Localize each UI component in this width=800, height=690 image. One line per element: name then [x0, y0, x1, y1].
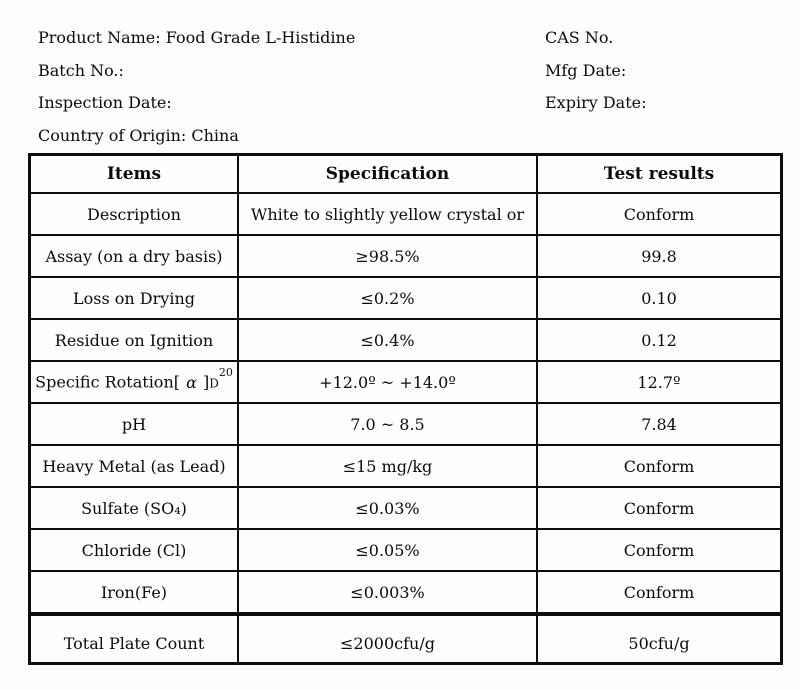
item-cell: pH [121, 414, 147, 434]
spec-cell: 7.0 ~ 8.5 [237, 404, 536, 444]
table-row-residue-on-ignition [31, 318, 780, 360]
result-cell: Conform [536, 530, 780, 570]
item-cell: Residue on Ignition [54, 330, 214, 350]
result-cell: Conform [536, 488, 780, 528]
d-subscript: D [209, 376, 219, 391]
spec-cell: ≤0.4% [237, 320, 536, 360]
batch-no-field: Batch No.: [38, 60, 124, 80]
spec-cell: ≤0.003% [237, 572, 536, 612]
item-cell: Assay (on a dry basis) [45, 246, 223, 266]
table-row-specific-rotation [31, 360, 780, 402]
item-cell: Chloride (Cl) [81, 540, 187, 560]
table-row-loss-on-drying [31, 276, 780, 318]
spec-cell: ≤0.2% [237, 278, 536, 318]
header-row [38, 61, 788, 94]
result-cell: 12.7º [536, 362, 780, 402]
result-cell: 99.8 [536, 236, 780, 276]
column-header-test-results: Test results [536, 156, 780, 192]
spec-cell: ≥98.5% [237, 236, 536, 276]
specification-table [28, 153, 783, 665]
result-cell: Conform [536, 194, 780, 234]
item-cell: Heavy Metal (as Lead) [42, 456, 226, 476]
result-cell: 0.10 [536, 278, 780, 318]
table-row-assay [31, 234, 780, 276]
result-cell: 50cfu/g [536, 616, 780, 662]
header-row [38, 93, 788, 126]
header-row [38, 28, 788, 61]
mfg-date-field: Mfg Date: [545, 60, 627, 80]
spec-cell: ≤0.03% [237, 488, 536, 528]
table-row-chloride [31, 528, 780, 570]
result-cell: Conform [536, 572, 780, 612]
table-row-heavy-metal [31, 444, 780, 486]
spec-cell: +12.0º ~ +14.0º [237, 362, 536, 402]
inspection-date-field: Inspection Date: [38, 93, 172, 112]
table-header-row [31, 156, 780, 192]
cas-no-field: CAS No. [545, 28, 614, 47]
country-of-origin-field: Country of Origin: China [38, 125, 239, 145]
table-row-iron [31, 570, 780, 612]
table-row-total-plate-count [31, 612, 780, 662]
column-header-items: Items [106, 164, 162, 184]
specific-rotation-label: Specific Rotation[ α ]$D^{20}$ [35, 366, 233, 392]
table-row-sulfate [31, 486, 780, 528]
table-row-ph [31, 402, 780, 444]
item-cell: Iron(Fe) [100, 582, 168, 602]
expiry-date-field: Expiry Date: [545, 93, 647, 112]
spec-cell: White to slightly yellow crystal or [237, 194, 536, 234]
spec-cell: ≤0.05% [237, 530, 536, 570]
result-cell: 7.84 [536, 404, 780, 444]
item-cell: Sulfate (SO₄) [81, 498, 187, 518]
product-name-field: Product Name: Food Grade L-Histidine [38, 28, 356, 47]
column-header-specification: Specification [237, 156, 536, 192]
spec-cell: ≤2000cfu/g [237, 616, 536, 662]
item-cell [31, 362, 237, 402]
document-header [38, 28, 788, 158]
result-cell: Conform [536, 446, 780, 486]
table-row-description [31, 192, 780, 234]
spec-cell: ≤15 mg/kg [237, 446, 536, 486]
superscript-20: 20 [218, 366, 233, 380]
item-cell: Description [87, 204, 181, 224]
item-cell: Loss on Drying [73, 288, 195, 308]
result-cell: 0.12 [536, 320, 780, 360]
item-cell: Total Plate Count [63, 633, 205, 653]
alpha-symbol: α [186, 372, 197, 392]
